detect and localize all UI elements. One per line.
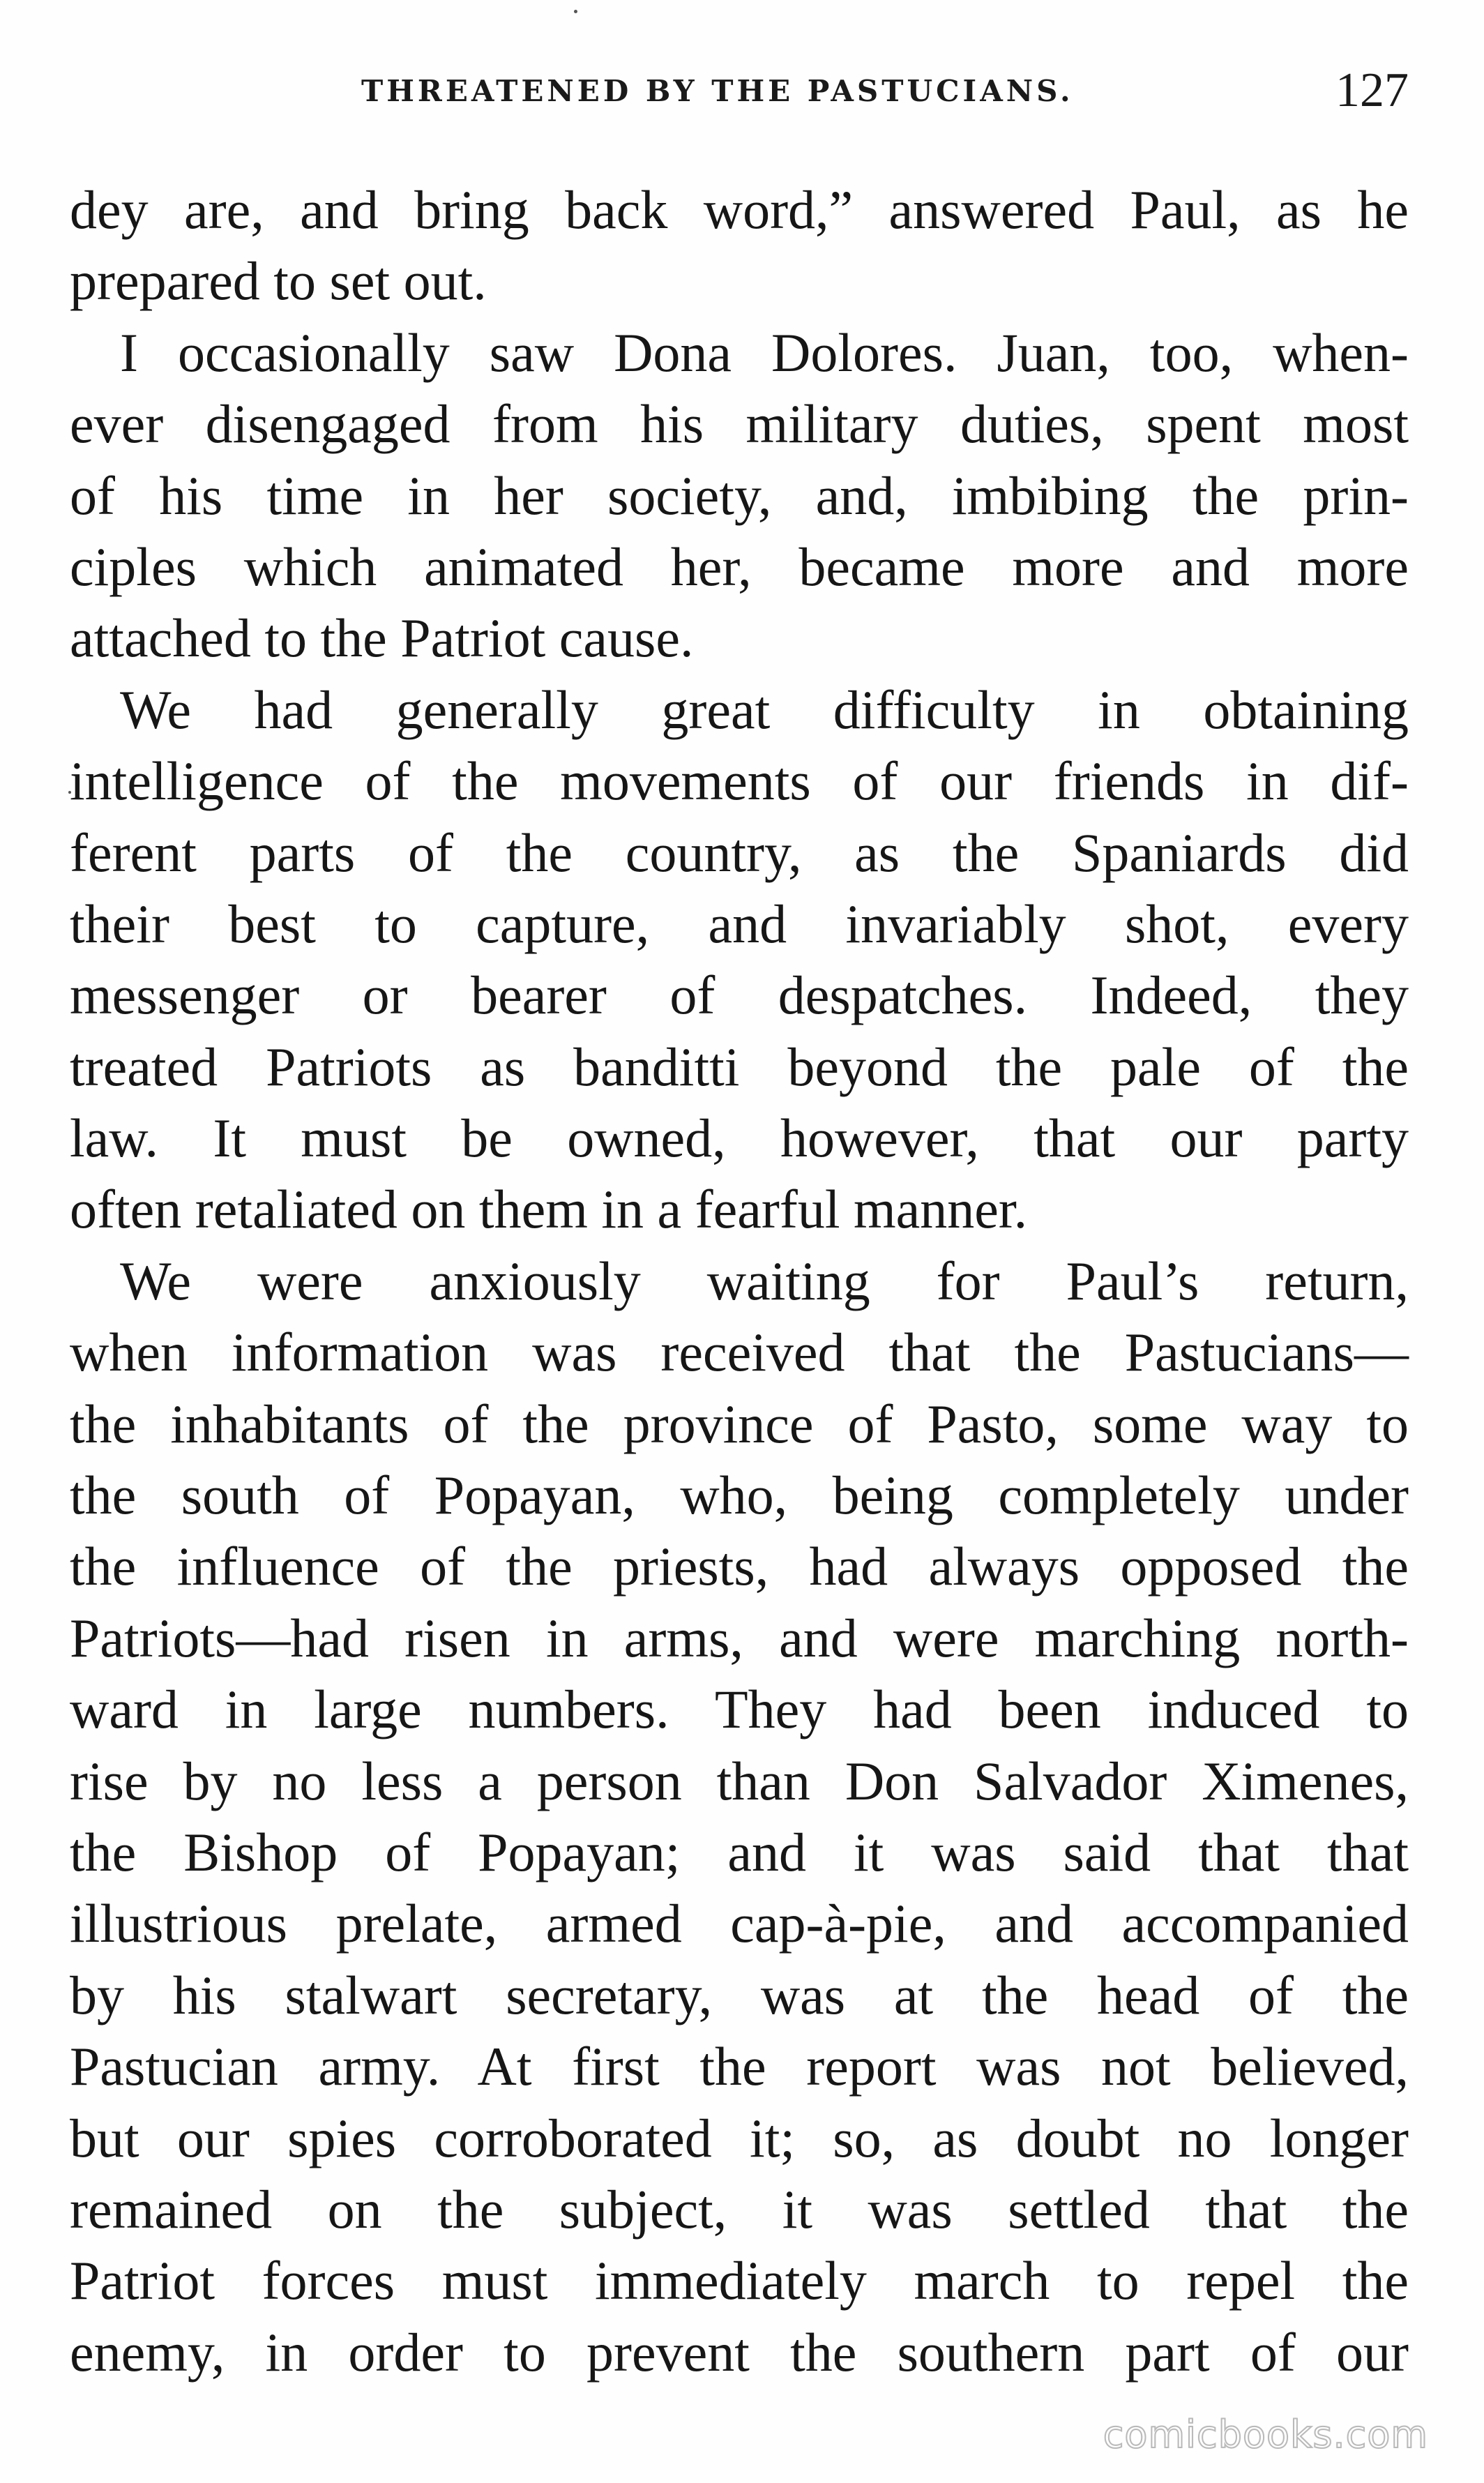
running-title: THREATENED BY THE PASTUCIANS.: [361, 74, 1074, 108]
paragraph-first-line: We had generally great difficulty in obtaining: [120, 679, 1409, 740]
print-speck: [574, 10, 577, 13]
text-line: ever disengaged from his military duties, spent most: [70, 393, 1409, 455]
watermark: comicbooks.com: [1103, 2413, 1428, 2456]
text-line: law. It must be owned, however, that our party: [70, 1108, 1409, 1169]
text-line: Patriot forces must immediately march to repel the: [70, 2250, 1409, 2311]
text-line: often retaliated on them in a fearful manner.: [70, 1179, 1028, 1240]
text-line: treated Patriots as banditti beyond the pale of the: [70, 1036, 1409, 1097]
text-line: rise by no less a person than Don Salvador Ximenes,: [70, 1750, 1409, 1811]
text-line: illustrious prelate, armed cap-à-pie, and accompanied: [70, 1893, 1409, 1954]
text-line: the inhabitants of the province of Pasto, some way to: [70, 1393, 1409, 1454]
text-line: attached to the Patriot cause.: [70, 607, 694, 669]
text-line: intelligence of the movements of our friends in dif-: [70, 750, 1409, 812]
text-line: the Bishop of Popayan; and it was said that that: [70, 1821, 1409, 1882]
text-line: their best to capture, and invariably shot, every: [70, 893, 1409, 954]
page-header: [70, 63, 1409, 138]
body-text: [70, 174, 1409, 2388]
paragraph-first-line: We were anxiously waiting for Paul’s return,: [120, 1250, 1409, 1311]
text-line: enemy, in order to prevent the southern part of our: [70, 2321, 1409, 2383]
text-line: ferent parts of the country, as the Spaniards did: [70, 822, 1409, 883]
text-line: ciples which animated her, became more and more: [70, 536, 1409, 597]
text-line: dey are, and bring back word,” answered Paul, as he: [70, 179, 1409, 240]
text-line: Pastucian army. At first the report was not believed,: [70, 2036, 1409, 2097]
text-line: but our spies corroborated it; so, as doubt no longer: [70, 2107, 1409, 2168]
text-line: the influence of the priests, had always opposed the: [70, 1536, 1409, 1597]
text-line: remained on the subject, it was settled that the: [70, 2178, 1409, 2240]
text-line: of his time in her society, and, imbibing the prin-: [70, 465, 1409, 526]
text-line: by his stalwart secretary, was at the head of the: [70, 1964, 1409, 2025]
text-line: messenger or bearer of despatches. Indeed, they: [70, 965, 1409, 1026]
text-line: when information was received that the Pastucians—: [70, 1322, 1409, 1383]
text-line: ward in large numbers. They had been induced to: [70, 1679, 1409, 1740]
text-line: Patriots—had risen in arms, and were marching north-: [70, 1607, 1409, 1668]
text-line: the south of Popayan, who, being completely under: [70, 1465, 1409, 1526]
paragraph-first-line: I occasionally saw Dona Dolores. Juan, too, when-: [120, 322, 1409, 383]
page-number: 127: [1335, 63, 1409, 117]
text-line: prepared to set out.: [70, 250, 487, 312]
